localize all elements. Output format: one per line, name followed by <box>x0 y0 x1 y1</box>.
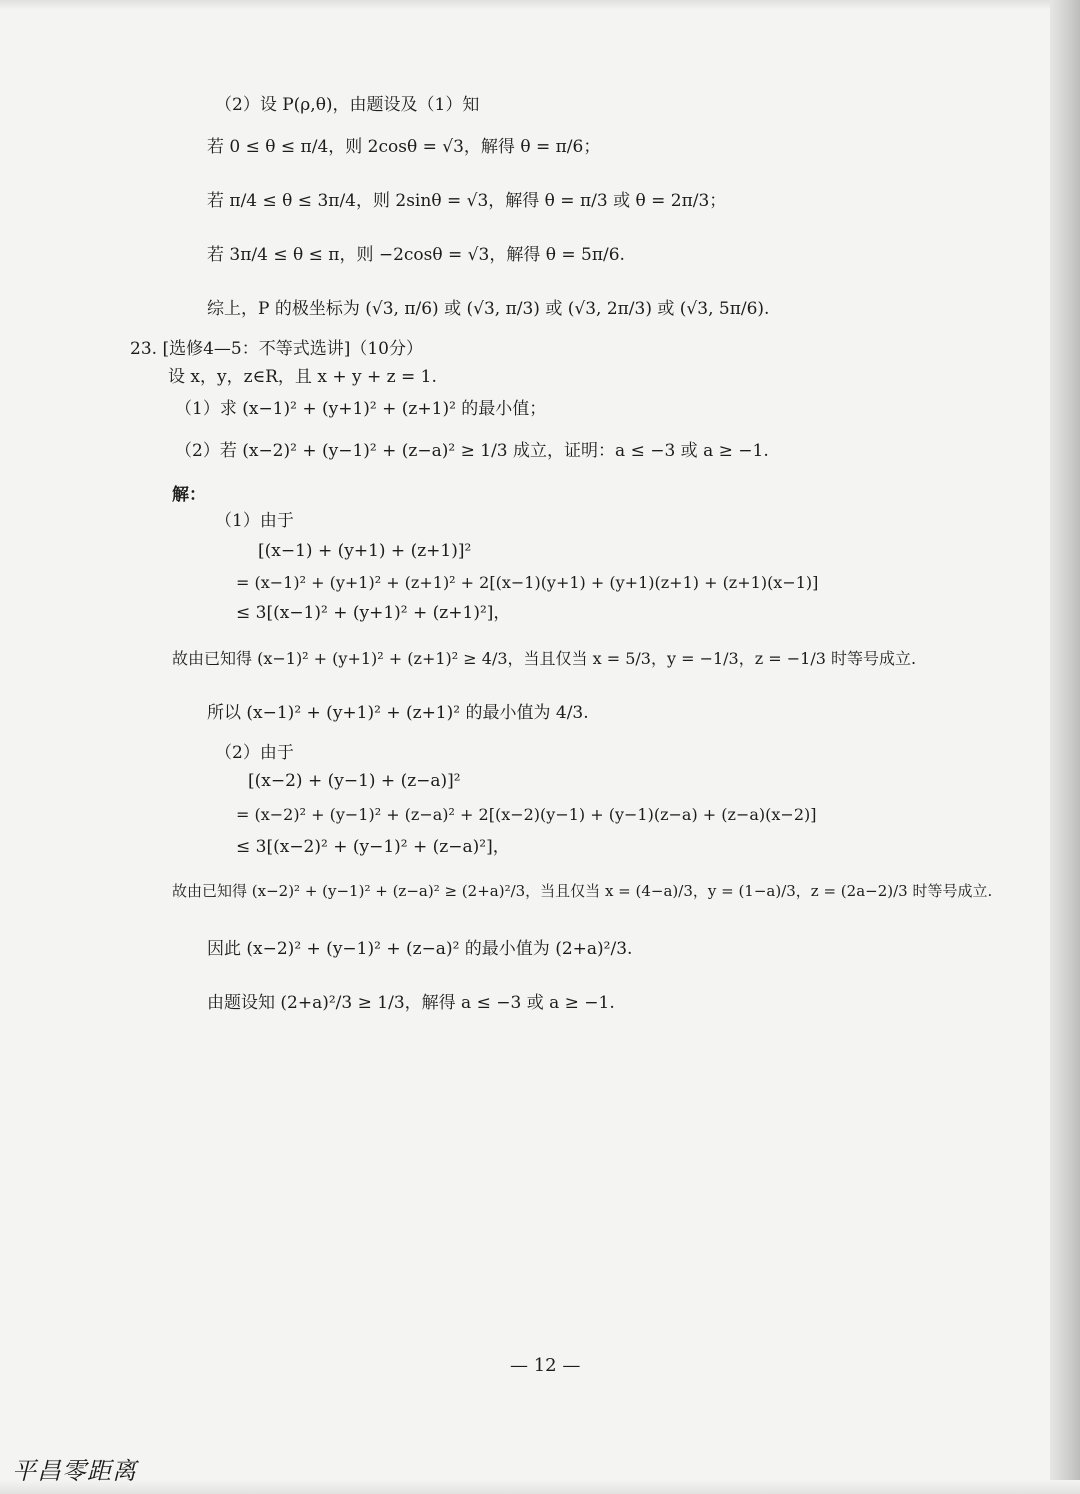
text-line: ≤ 3[(x−2)² + (y−1)² + (z−a)²]， <box>236 837 510 857</box>
scan-edge-top <box>0 0 1080 10</box>
text-line: = (x−1)² + (y+1)² + (z+1)² + 2[(x−1)(y+1) + (y+1)(z+1) + (z+1)(x−1)] <box>236 573 819 592</box>
text-line: ≤ 3[(x−1)² + (y+1)² + (z+1)²]， <box>236 603 511 623</box>
question-heading: 23. [选修4—5：不等式选讲]（10分） <box>130 339 423 359</box>
solution-label: 解： <box>172 485 206 505</box>
text-line: [(x−2) + (y−1) + (z−a)]² <box>248 771 461 791</box>
text-line: （1）求 (x−1)² + (y+1)² + (z+1)² 的最小值； <box>175 399 547 419</box>
text-line: （2）由于 <box>215 743 294 763</box>
watermark: 平昌零距离 <box>12 1457 137 1485</box>
text-line: （2）若 (x−2)² + (y−1)² + (z−a)² ≥ 1/3 成立，证明：a ≤ −3 或 a ≥ −1. <box>175 441 769 461</box>
text-line: 由题设知 (2+a)²/3 ≥ 1/3，解得 a ≤ −3 或 a ≥ −1. <box>207 993 615 1013</box>
text-line: [(x−1) + (y+1) + (z+1)]² <box>258 541 472 561</box>
scan-edge-right <box>1050 0 1080 1494</box>
text-line: 故由已知得 (x−2)² + (y−1)² + (z−a)² ≥ (2+a)²/3，当且仅当 x = (4−a)/3，y = (1−a)/3，z = (2a−2)/3 时等号成立. <box>172 882 993 900</box>
text-line: （1）由于 <box>215 511 294 531</box>
scan-edge-bottom <box>0 1480 1080 1494</box>
text-line: 若 0 ≤ θ ≤ π/4，则 2cosθ = √3，解得 θ = π/6； <box>207 137 601 157</box>
page-number: — 12 — <box>510 1355 581 1376</box>
text-line: 若 3π/4 ≤ θ ≤ π，则 −2cosθ = √3，解得 θ = 5π/6. <box>207 245 625 265</box>
text-line: 设 x，y，z∈R，且 x + y + z = 1. <box>168 367 437 387</box>
text-line: 故由已知得 (x−1)² + (y+1)² + (z+1)² ≥ 4/3，当且仅当 x = 5/3，y = −1/3，z = −1/3 时等号成立. <box>172 649 917 668</box>
text-line: 若 π/4 ≤ θ ≤ 3π/4，则 2sinθ = √3，解得 θ = π/3 或 θ = 2π/3； <box>207 191 727 211</box>
text-line: （2）设 P(ρ,θ)，由题设及（1）知 <box>215 95 480 115</box>
text-line: = (x−2)² + (y−1)² + (z−a)² + 2[(x−2)(y−1) + (y−1)(z−a) + (z−a)(x−2)] <box>236 805 817 824</box>
text-line: 所以 (x−1)² + (y+1)² + (z+1)² 的最小值为 4/3. <box>207 703 589 723</box>
text-line: 因此 (x−2)² + (y−1)² + (z−a)² 的最小值为 (2+a)²/3. <box>207 939 633 959</box>
text-line: 综上，P 的极坐标为 (√3, π/6) 或 (√3, π/3) 或 (√3, 2π/3) 或 (√3, 5π/6). <box>207 299 770 319</box>
